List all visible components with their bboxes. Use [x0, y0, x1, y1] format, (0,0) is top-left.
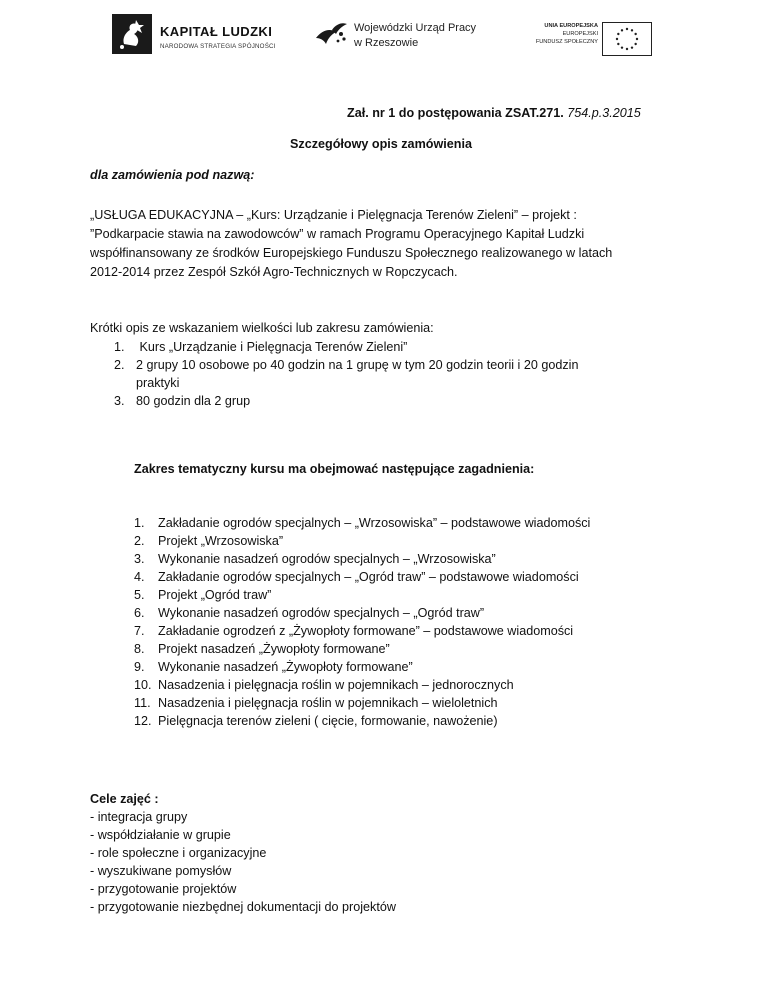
eu-logo [530, 22, 652, 62]
eu-line3: FUNDUSZ SPOŁECZNY [535, 39, 598, 45]
list-item: 2. Projekt „Wrzosowiska” [134, 534, 284, 548]
kapital-ludzki-emblem-icon [112, 14, 152, 54]
goals-heading: Cele zajęć : [90, 792, 159, 806]
list-item: 1. Kurs „Urządzanie i Pielęgnacja Terenów Zieleni” [114, 340, 408, 354]
list-item: - przygotowanie niezbędnej dokumentacji do projektów [90, 900, 396, 914]
list-item: praktyki [136, 376, 180, 390]
list-item: - role społeczne i organizacyjne [90, 846, 267, 860]
list-item: - współdziałanie w grupie [90, 828, 231, 842]
eu-star-icon [631, 46, 633, 48]
eu-star-icon [617, 43, 619, 45]
topics-heading: Zakres tematyczny kursu ma obejmować następujące zagadnienia: [134, 462, 535, 476]
attachment-number: 754.p.3.2015 [567, 106, 641, 120]
eu-star-icon [634, 43, 636, 45]
list-item: - integracja grupy [90, 810, 188, 824]
wup-name-line1: Wojewódzki Urząd Pracy [354, 22, 477, 34]
header-logos [0, 12, 768, 72]
attachment-label: Zał. nr 1 do postępowania ZSAT.271. [347, 106, 564, 120]
eu-star-icon [616, 38, 618, 40]
eu-star-icon [631, 29, 633, 31]
list-item: 5. Projekt „Ogród traw” [134, 588, 272, 602]
wup-logo [314, 16, 494, 62]
order-name-label: dla zamówienia pod nazwą: [90, 168, 255, 182]
list-item: 2. 2 grupy 10 osobowe po 40 godzin na 1 grupę w tym 20 godzin teorii i 20 godzin [114, 358, 579, 372]
eu-star-icon [617, 33, 619, 35]
eu-line2: EUROPEJSKI [562, 31, 598, 37]
list-item: 3. 80 godzin dla 2 grup [114, 394, 251, 408]
list-item: 3. Wykonanie nasadzeń ogrodów specjalnych – „Wrzosowiska” [134, 552, 496, 566]
eu-logo-text [536, 22, 598, 46]
list-item: 8. Projekt nasadzeń „Żywopłoty formowane” [134, 642, 390, 656]
description-line: 2012-2014 przez Zespół Szkół Agro-Technicznych w Ropczycach. [90, 265, 458, 279]
eu-star-icon [626, 28, 628, 30]
list-item: 1. Zakładanie ogrodów specjalnych – „Wrzosowiska” – podstawowe wiadomości [134, 516, 591, 530]
list-item: - przygotowanie projektów [90, 882, 237, 896]
document-title: Szczegółowy opis zamówienia [290, 137, 472, 151]
list-item: - wyszukiwane pomysłów [90, 864, 232, 878]
list-item: 7. Zakładanie ogrodzeń z „Żywopłoty formowane” – podstawowe wiadomości [134, 624, 574, 638]
list-item: 6. Wykonanie nasadzeń ogrodów specjalnych – „Ogród traw” [134, 606, 485, 620]
wup-name-line2: w Rzeszowie [354, 37, 419, 49]
description-line: współfinansowany ze środków Europejskiego Funduszu Społecznego realizowanego w latach [90, 246, 613, 260]
description-line: „USŁUGA EDUKACYJNA – „Kurs: Urządzanie i Pielęgnacja Terenów Zieleni” – projekt : [90, 208, 577, 222]
list-item: 11. Nasadzenia i pielęgnacja roślin w pojemnikach – wieloletnich [134, 696, 498, 710]
description-line: ”Podkarpacie stawia na zawodowców” w ramach Programu Operacyjnego Kapitał Ludzki [90, 227, 585, 241]
list-item: 12. Pielęgnacja terenów zieleni ( cięcie, formowanie, nawożenie) [134, 714, 498, 728]
kapital-ludzki-logo [112, 14, 282, 60]
wup-bird-icon [314, 20, 348, 50]
scope-intro: Krótki opis ze wskazaniem wielkości lub zakresu zamówienia: [90, 321, 434, 335]
eu-line1: UNIA EUROPEJSKA [544, 23, 598, 29]
attachment-reference [347, 105, 641, 122]
eu-star-icon [636, 38, 638, 40]
eu-star-icon [621, 29, 623, 31]
kapital-ludzki-subtitle: NARODOWA STRATEGIA SPÓJNOŚCI [160, 43, 276, 50]
eu-flag-icon [602, 22, 652, 56]
list-item: 9. Wykonanie nasadzeń „Żywopłoty formowane” [134, 660, 413, 674]
eu-star-icon [626, 48, 628, 50]
list-item: 4. Zakładanie ogrodów specjalnych – „Ogród traw” – podstawowe wiadomości [134, 570, 579, 584]
list-item: 10. Nasadzenia i pielęgnacja roślin w pojemnikach – jednorocznych [134, 678, 514, 692]
kapital-ludzki-title: KAPITAŁ LUDZKI [160, 24, 273, 39]
eu-star-icon [634, 33, 636, 35]
eu-star-icon [621, 46, 623, 48]
